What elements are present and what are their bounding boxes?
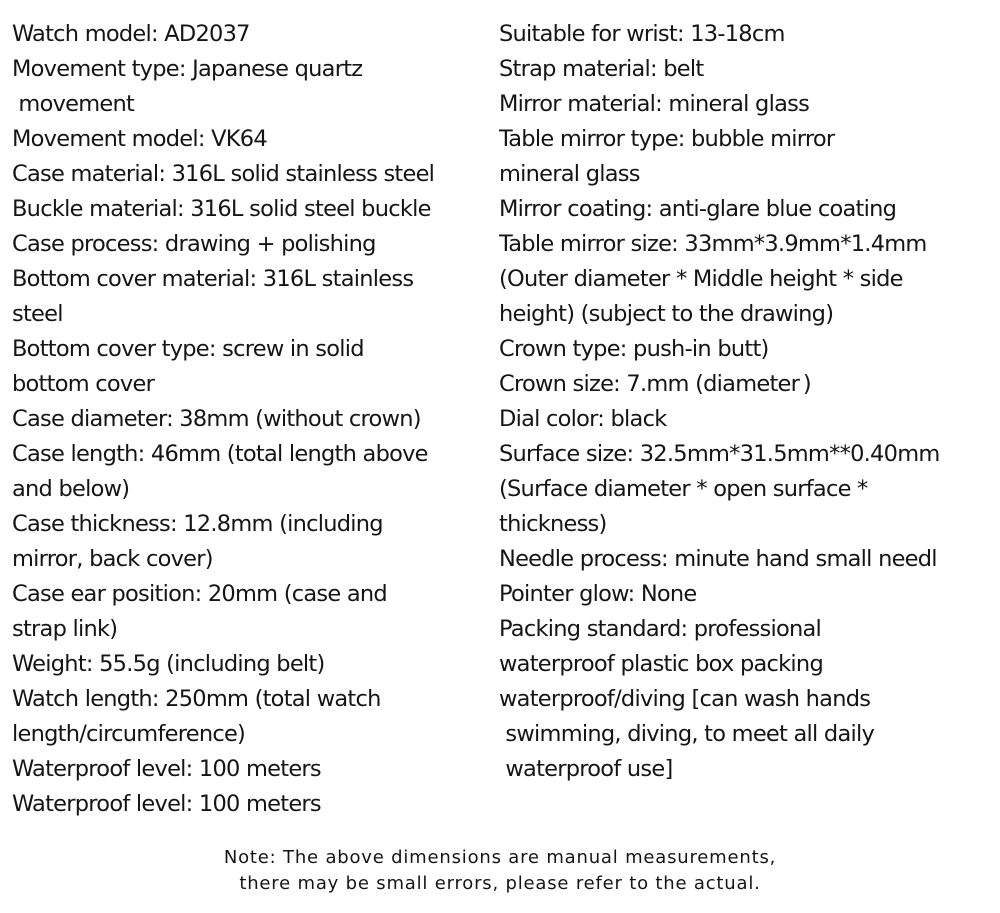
- spec-line: waterproof/diving [can wash hands: [499, 686, 871, 712]
- spec-line: Bottom cover type: screw in solid: [12, 336, 364, 362]
- spec-line: Dial color: black: [499, 406, 667, 432]
- spec-line: Crown size: 7.mm (diameter ): [499, 371, 811, 397]
- spec-line: Packing standard: professional: [499, 616, 822, 642]
- note-line-2: there may be small errors, please refer to the actual.: [239, 873, 761, 894]
- spec-line: Needle process: minute hand small needl: [499, 546, 937, 572]
- spec-line: height) (subject to the drawing): [499, 301, 834, 327]
- spec-line: strap link): [12, 616, 118, 642]
- spec-line: Buckle material: 316L solid steel buckle: [12, 196, 431, 222]
- spec-line: Case material: 316L solid stainless steel: [12, 161, 435, 187]
- spec-line: movement: [12, 91, 135, 117]
- spec-line: Movement type: Japanese quartz: [12, 56, 363, 82]
- spec-line: Suitable for wrist: 13-18cm: [499, 21, 785, 47]
- note-line-1: Note: The above dimensions are manual measurements,: [223, 847, 777, 868]
- spec-line: Waterproof level: 100 meters: [12, 791, 321, 817]
- spec-line: Case thickness: 12.8mm (including: [12, 511, 383, 537]
- spec-line: waterproof use]: [499, 756, 673, 782]
- spec-list-left: [12, 17, 494, 822]
- spec-line: Case ear position: 20mm (case and: [12, 581, 387, 607]
- measurement-note: [0, 845, 1000, 897]
- spec-line: Weight: 55.5g (including belt): [12, 651, 325, 677]
- spec-line: Table mirror size: 33mm*3.9mm*1.4mm: [499, 231, 927, 257]
- spec-line: waterproof plastic box packing: [499, 651, 823, 677]
- spec-line: Watch length: 250mm (total watch: [12, 686, 381, 712]
- spec-line: Watch model: AD2037: [12, 21, 250, 47]
- spec-line: Case process: drawing + polishing: [12, 231, 376, 257]
- spec-line: (Surface diameter * open surface *: [499, 476, 868, 502]
- spec-line: Case length: 46mm (total length above: [12, 441, 428, 467]
- spec-line: bottom cover: [12, 371, 155, 397]
- spec-line: Strap material: belt: [499, 56, 704, 82]
- spec-line: swimming, diving, to meet all daily: [499, 721, 875, 747]
- spec-line: Surface size: 32.5mm*31.5mm**0.40mm: [499, 441, 940, 467]
- spec-line: Mirror material: mineral glass: [499, 91, 810, 117]
- spec-line: and below): [12, 476, 130, 502]
- spec-line: Movement model: VK64: [12, 126, 267, 152]
- spec-line: Waterproof level: 100 meters: [12, 756, 321, 782]
- spec-line: mineral glass: [499, 161, 640, 187]
- spec-list-right: [499, 17, 1000, 787]
- spec-line: Table mirror type: bubble mirror: [499, 126, 835, 152]
- spec-line: Mirror coating: anti-glare blue coating: [499, 196, 897, 222]
- spec-line: steel: [12, 301, 63, 327]
- spec-line: Pointer glow: None: [499, 581, 697, 607]
- spec-line: thickness): [499, 511, 607, 537]
- spec-line: Bottom cover material: 316L stainless: [12, 266, 414, 292]
- spec-line: (Outer diameter * Middle height * side: [499, 266, 903, 292]
- spec-line: length/circumference): [12, 721, 246, 747]
- spec-line: Case diameter: 38mm (without crown): [12, 406, 421, 432]
- spec-line: mirror, back cover): [12, 546, 213, 572]
- spec-line: Crown type: push-in butt): [499, 336, 769, 362]
